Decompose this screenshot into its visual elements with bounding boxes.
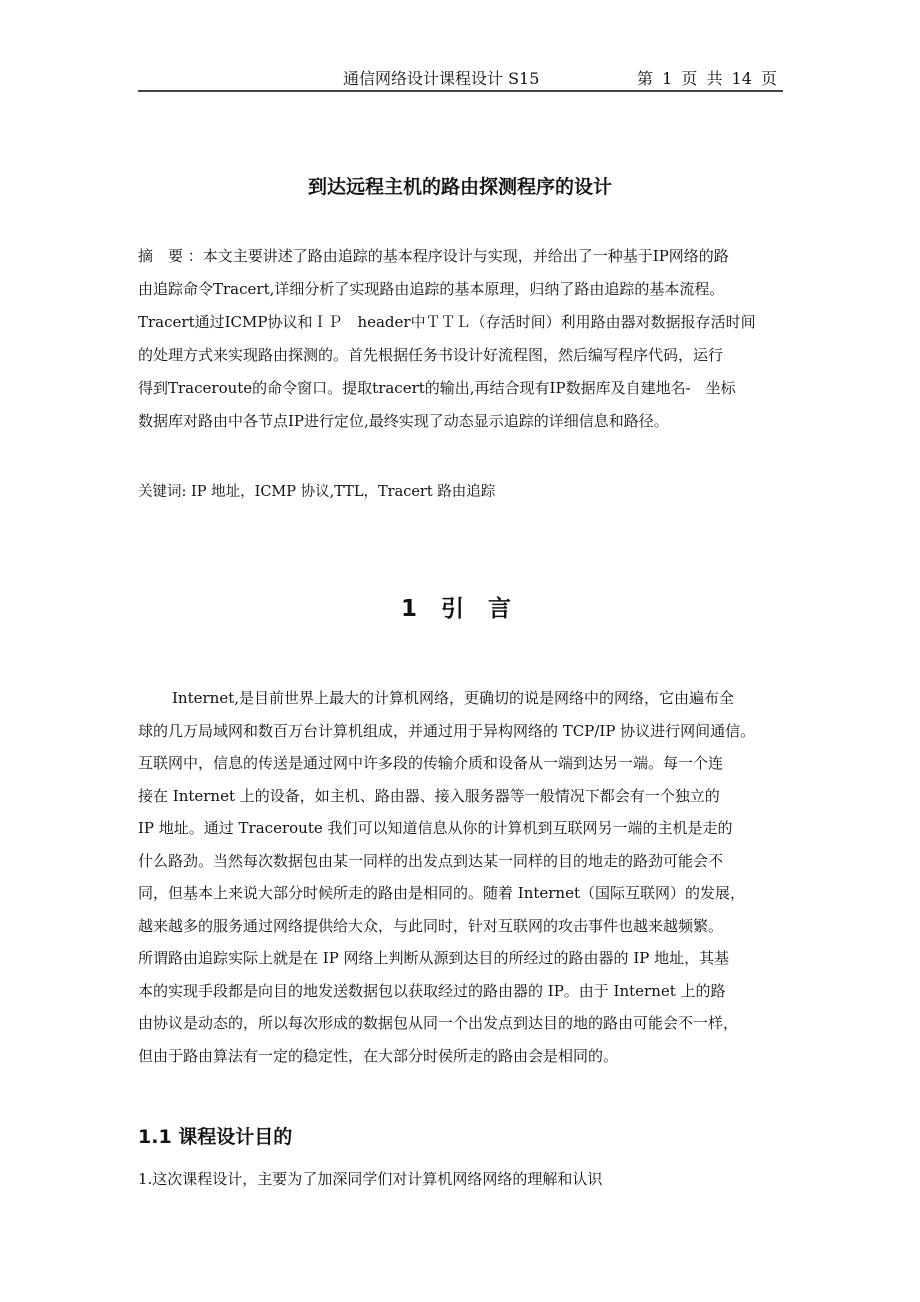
abstract-line: 数据库对路由中各节点IP进行定位,最终实现了动态显示追踪的详细信息和路径。 [138, 412, 669, 430]
paragraph-line: 什么路劲。当然每次数据包由某一同样的出发点到达某一同样的目的地走的路劲可能会不 [138, 851, 724, 870]
abstract-line: 由追踪命令Tracert,详细分析了实现路由追踪的基本原理，归纳了路由追踪的基本流程。 [138, 280, 725, 298]
paragraph-line: IP 地址。通过 Traceroute 我们可以知道信息从你的计算机到互联网另一端的主机是走的 [138, 819, 733, 837]
paragraph-line: 由协议是动态的，所以每次形成的数据包从同一个出发点到达目的地的路由可能会不一样， [138, 1014, 739, 1032]
subsection-heading-course-purpose: 1.1 课程设计目的 [138, 1126, 293, 1148]
abstract-line: 的处理方式来实现路由探测的。首先根据任务书设计好流程图，然后编写程序代码，运行 [138, 346, 724, 364]
section-heading-introduction: 1 引 言 [400, 596, 520, 622]
paragraph-line: 所谓路由追踪实际上就是在 IP 网络上判断从源到达目的所经过的路由器的 IP 地址，其基 [138, 949, 730, 967]
header-course-title: 通信网络设计课程设计 S15 [343, 69, 540, 88]
introduction-paragraph [138, 682, 798, 1072]
paragraph-line: 本的实现手段都是向目的地发送数据包以获取经过的路由器的 IP。由于 Internet 上的路 [138, 981, 726, 1000]
abstract-line: 摘 要 ：本文主要讲述了路由追踪的基本程序设计与实现，并给出了一种基于IP网络的路 [138, 247, 729, 265]
abstract [138, 240, 788, 438]
paragraph-line: Internet,是目前世界上最大的计算机网络，更确切的说是网络中的网络，它由遍布全 [172, 689, 734, 707]
paragraph-line: 互联网中，信息的传送是通过网中许多段的传输介质和设备从一端到达另一端。每一个连 [138, 754, 724, 772]
paragraph-line: 但由于路由算法有一定的稳定性，在大部分时侯所走的路由会是相同的。 [138, 1046, 619, 1065]
keywords: 关键词: IP 地址，ICMP 协议,TTL，Tracert 路由追踪 [138, 484, 496, 500]
document-title: 到达远程主机的路由探测程序的设计 [307, 176, 612, 198]
paragraph-line: 球的几万局域网和数百万台计算机组成，并通过用于异构网络的 TCP/IP 协议进行网间通信。 [138, 721, 756, 740]
paragraph-line: 同，但基本上来说大部分时候所走的路由是相同的。随着 Internet（国际互联网）的发展， [138, 884, 745, 902]
page-header [138, 62, 783, 92]
paragraph-line: 越来越多的服务通过网络提供给大众，与此同时，针对互联网的攻击事件也越来越频繁。 [138, 916, 724, 935]
abstract-line: 得到Traceroute的命令窗口。提取tracert的输出,再结合现有IP数据库及自建地名- 坐标 [138, 379, 736, 397]
header-page-number: 第 1 页 共 14 页 [637, 69, 777, 88]
abstract-line: Tracert通过ICMP协议和ＩＰ header中ＴＴＬ（存活时间）利用路由器对数据报存活时间 [138, 313, 756, 331]
paragraph-line: 接在 Internet 上的设备，如主机、路由器、接入服务器等一般情况下都会有一个独立的 [138, 786, 720, 805]
list-item: 1.这次课程设计，主要为了加深同学们对计算机网络网络的理解和认识 [138, 1170, 603, 1188]
